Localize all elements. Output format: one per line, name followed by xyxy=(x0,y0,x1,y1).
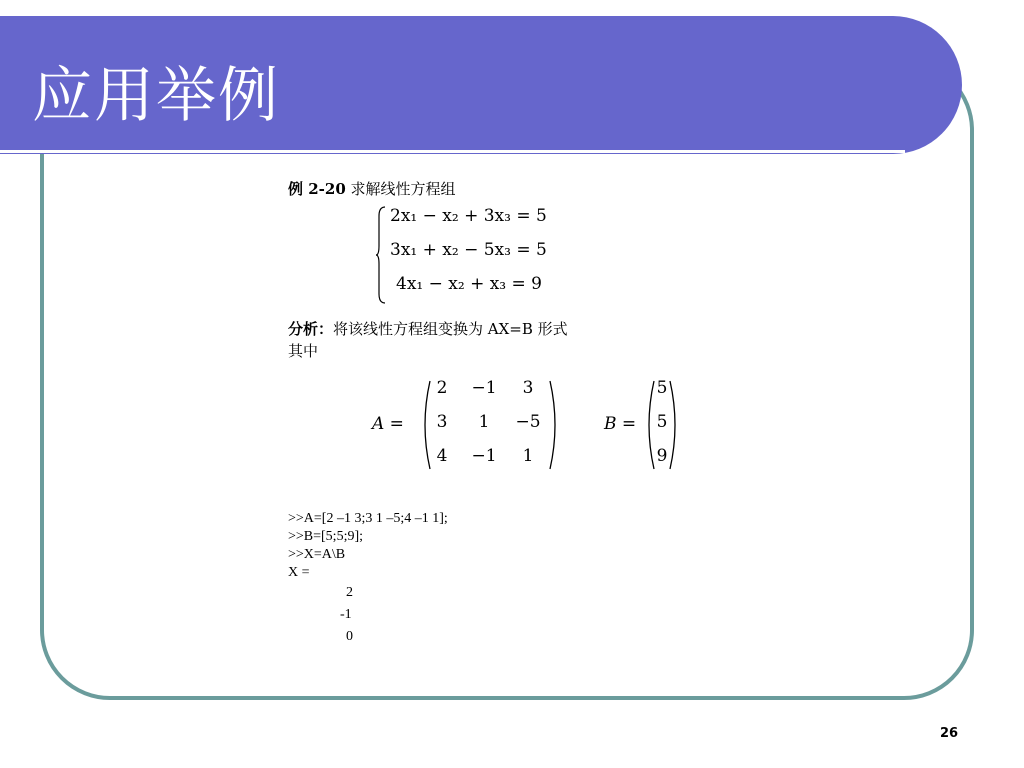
matrix-a-cell: 2 xyxy=(436,378,448,398)
page-number: 26 xyxy=(940,726,959,741)
slide-title: 应用举例 xyxy=(32,61,280,131)
equation-brace xyxy=(376,206,386,304)
matrix-a xyxy=(418,374,562,478)
example-title: 求解线性方程组 xyxy=(350,180,456,198)
matrix-a-right-paren xyxy=(548,380,562,470)
analysis-label: 分析： xyxy=(288,320,334,338)
matrix-a-cell: 3 xyxy=(522,378,534,398)
matrix-a-cell: −1 xyxy=(471,378,497,398)
equation-2: 3x₁ + x₂ − 5x₃ = 5 xyxy=(390,240,547,260)
code-line: X = xyxy=(288,565,310,580)
code-line: >>B=[5;5;9]; xyxy=(288,529,364,544)
example-heading xyxy=(288,178,456,199)
code-line: >>A=[2 –1 3;3 1 –5;4 –1 1]; xyxy=(288,511,448,526)
matrix-a-cell: 4 xyxy=(436,446,448,466)
matrix-a-label: A = xyxy=(372,414,404,434)
result-value: 2 xyxy=(346,585,353,600)
where-text: 其中 xyxy=(288,342,319,360)
matrix-b-cell: 5 xyxy=(656,412,668,432)
result-value: 0 xyxy=(346,629,353,644)
matrix-b-cell: 9 xyxy=(656,446,668,466)
title-underline xyxy=(0,150,905,153)
equation-1: 2x₁ − x₂ + 3x₃ = 5 xyxy=(390,206,547,226)
example-number: 例 2-20 xyxy=(288,180,346,198)
matrix-a-cell: −5 xyxy=(515,412,541,432)
analysis-text: 将该线性方程组变换为 AX=B 形式 xyxy=(333,320,568,338)
matrix-b-label: B = xyxy=(604,414,637,434)
matrix-b xyxy=(642,374,682,478)
matrix-b-cell: 5 xyxy=(656,378,668,398)
analysis-line xyxy=(288,318,568,339)
matrix-a-cell: −1 xyxy=(471,446,497,466)
title-banner xyxy=(0,16,962,154)
matrix-a-cell: 1 xyxy=(522,446,534,466)
matrix-a-cell: 1 xyxy=(478,412,490,432)
matrix-a-cell: 3 xyxy=(436,412,448,432)
equation-3: 4x₁ − x₂ + x₃ = 9 xyxy=(396,274,542,294)
code-line: >>X=A\B xyxy=(288,547,346,562)
result-value: -1 xyxy=(340,607,352,622)
